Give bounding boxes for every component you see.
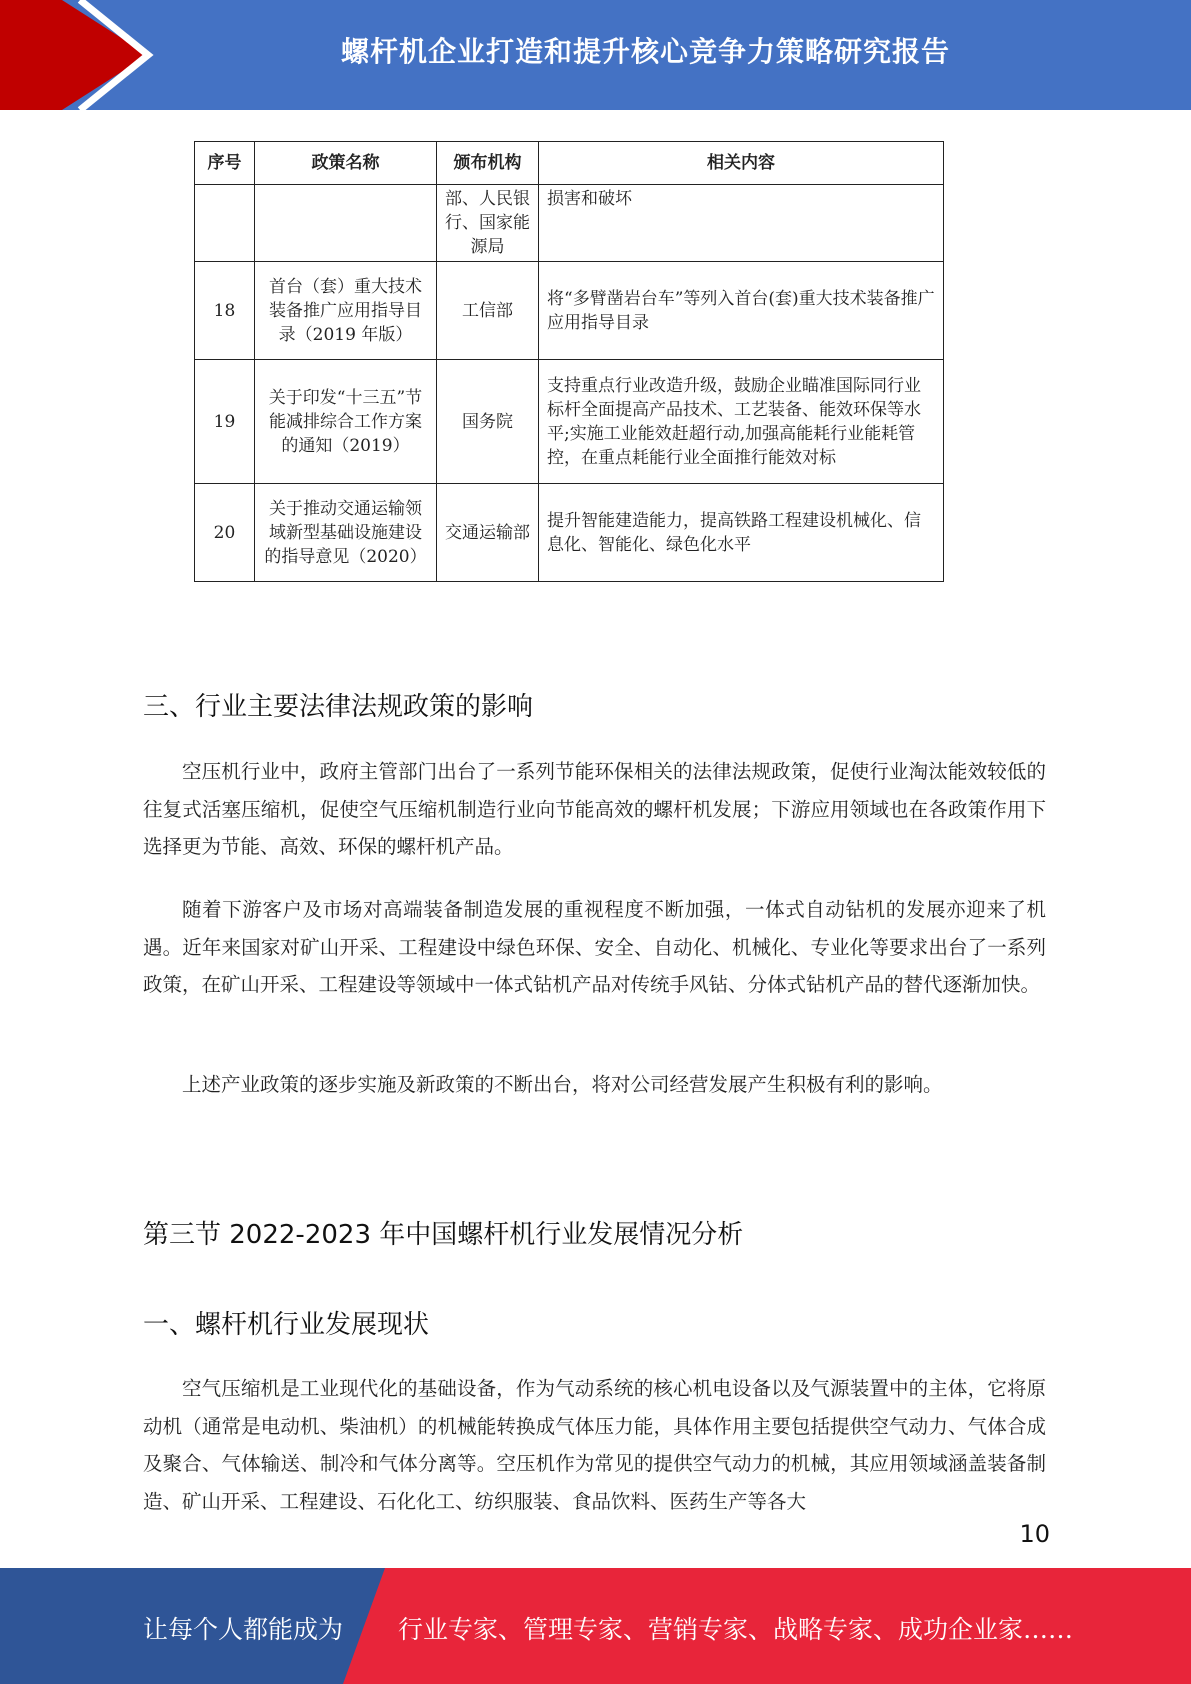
cell-no: 19: [195, 360, 255, 484]
cell-no: 20: [195, 484, 255, 582]
paragraph: 空气压缩机是工业现代化的基础设备，作为气动系统的核心机电设备以及气源装置中的主体，它将原动机（通常是电动机、柴油机）的机械能转换成气体压力能，具体作用主要包括提供空气动力、气体合成及聚合、气体输送、制冷和气体分离等。空压机作为常见的提供空气动力的机械，其应用领域涵盖装备制造、矿山开采、工程建设、石化化工、纺织服装、食品饮料、医药生产等各大: [143, 1377, 1046, 1513]
table-row: [195, 360, 944, 484]
table-row: [195, 262, 944, 360]
chevron-logo: [0, 0, 160, 110]
cell-agency: 交通运输部: [437, 484, 539, 582]
cell-name: 关于印发“十三五”节能减排综合工作方案的通知（2019）: [255, 360, 437, 484]
col-header-agency: 颁布机构: [437, 142, 539, 185]
section-heading-status: 一、螺杆机行业发展现状: [143, 1310, 430, 1340]
cell-name: 首台（套）重大技术装备推广应用指导目录（2019 年版）: [255, 262, 437, 360]
cell-content: 损害和破坏: [539, 185, 944, 262]
paragraph: 空压机行业中，政府主管部门出台了一系列节能环保相关的法律法规政策，促使行业淘汰能效较低的往复式活塞压缩机，促使空气压缩机制造行业向节能高效的螺杆机发展；下游应用领域也在各政策作用下选择更为节能、高效、环保的螺杆机产品。: [143, 760, 1046, 858]
paragraph: 上述产业政策的逐步实施及新政策的不断出台，将对公司经营发展产生积极有利的影响。: [182, 1073, 943, 1096]
col-header-name: 政策名称: [255, 142, 437, 185]
footer-slogan-right: 行业专家、管理专家、营销专家、战略专家、成功企业家……: [398, 1615, 1074, 1644]
report-title: 螺杆机企业打造和提升核心竞争力策略研究报告: [340, 35, 950, 68]
page-number: 10: [1019, 1520, 1050, 1548]
header-band: [0, 0, 1191, 110]
cell-no: 18: [195, 262, 255, 360]
cell-name: 关于推动交通运输领域新型基础设施建设的指导意见（2020）: [255, 484, 437, 582]
cell-name: [255, 185, 437, 262]
cell-content: 将“多臂凿岩台车”等列入首台(套)重大技术装备推广应用指导目录: [539, 262, 944, 360]
cell-no: [195, 185, 255, 262]
footer-slogan-left: 让每个人都能成为: [143, 1615, 344, 1644]
col-header-no: 序号: [195, 142, 255, 185]
policy-table: [194, 141, 944, 582]
table-row: [195, 484, 944, 582]
section-heading-policy-impact: 三、行业主要法律法规政策的影响: [143, 692, 534, 722]
table-row: [195, 185, 944, 262]
cell-content: 提升智能建造能力，提高铁路工程建设机械化、信息化、智能化、绿色化水平: [539, 484, 944, 582]
cell-content: 支持重点行业改造升级，鼓励企业瞄准国际同行业标杆全面提高产品技术、工艺装备、能效环保等水平;实施工业能效赶超行动,加强高能耗行业能耗管控，在重点耗能行业全面推行能效对标: [539, 360, 944, 484]
col-header-content: 相关内容: [539, 142, 944, 185]
table-header-row: [195, 142, 944, 185]
cell-agency: 国务院: [437, 360, 539, 484]
paragraph: 随着下游客户及市场对高端装备制造发展的重视程度不断加强，一体式自动钻机的发展亦迎来了机遇。近年来国家对矿山开采、工程建设中绿色环保、安全、自动化、机械化、专业化等要求出台了一系列政策，在矿山开采、工程建设等领域中一体式钻机产品对传统手风钻、分体式钻机产品的替代逐渐加快。: [143, 898, 1046, 996]
cell-agency: 部、人民银行、国家能源局: [437, 185, 539, 262]
chapter-heading: 第三节 2022-2023 年中国螺杆机行业发展情况分析: [143, 1220, 744, 1250]
cell-agency: 工信部: [437, 262, 539, 360]
